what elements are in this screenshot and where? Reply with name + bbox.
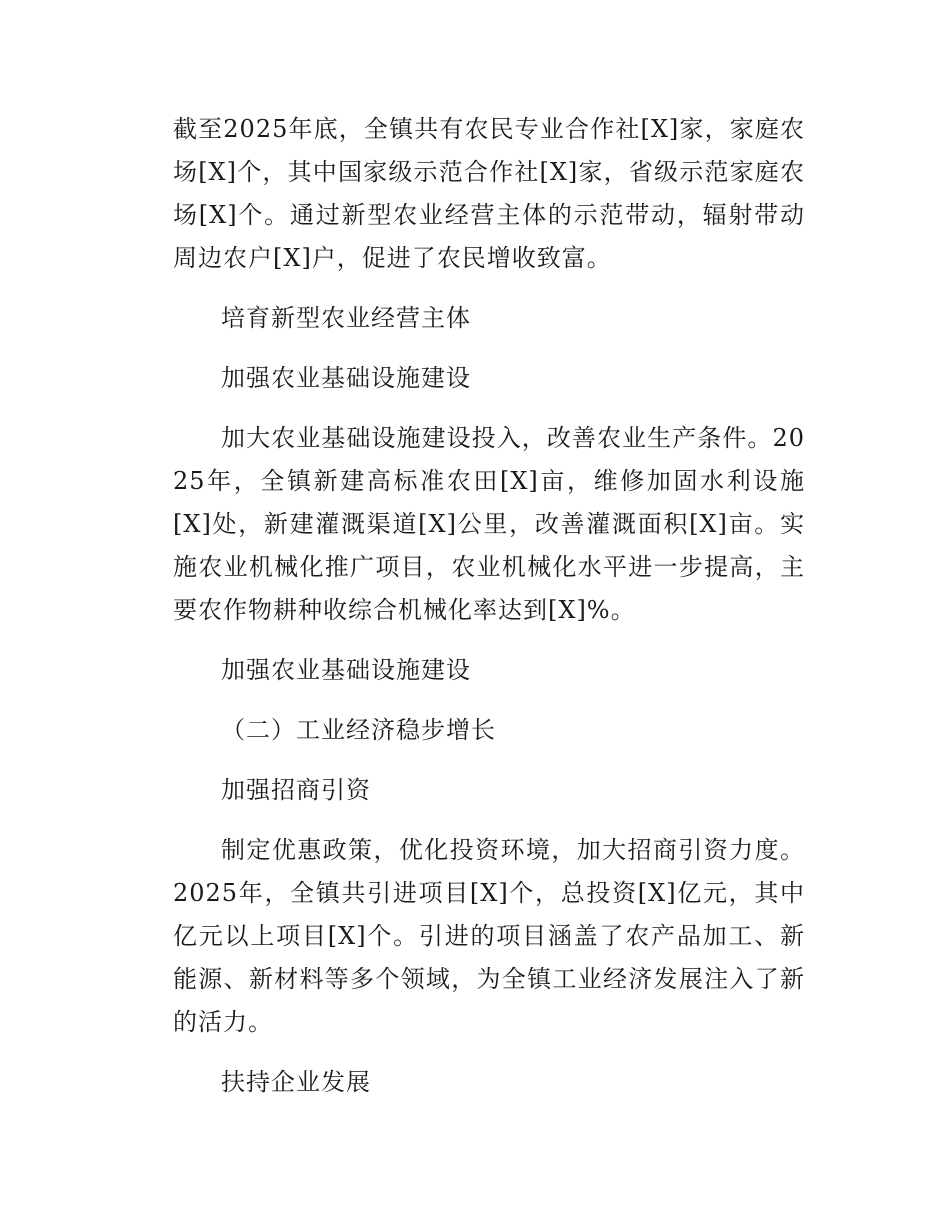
heading-cultivate-new-agri-entities: 培育新型农业经营主体: [221, 304, 471, 332]
heading-investment-attraction: 加强招商引资: [221, 776, 371, 804]
heading-support-enterprises: 扶持企业发展: [221, 1068, 371, 1096]
paragraph-gap: [173, 812, 805, 829]
paragraph-gap: [173, 692, 805, 709]
paragraph-gap: [173, 752, 805, 769]
paragraph-agri-infrastructure-investment: 加大农业基础设施建设投入，改善农业生产条件。2025年，全镇新建高标准农田[X]亩，维修加固水利设施[X]处，新建灌溉渠道[X]公里，改善灌溉面积[X]亩。实施农业机械化推广项目，农业机械化水平进一步提高，主要农作物耕种收综合机械化率达到[X]%。: [173, 424, 805, 624]
heading-agri-infrastructure-repeat: 加强农业基础设施建设: [221, 656, 471, 684]
paragraph-gap: [173, 1044, 805, 1061]
paragraph-gap: [173, 280, 805, 297]
paragraph-gap: [173, 632, 805, 649]
heading-agri-infrastructure: 加强农业基础设施建设: [221, 364, 471, 392]
paragraph-gap: [173, 400, 805, 417]
heading-industrial-economy: （二）工业经济稳步增长: [221, 716, 496, 744]
paragraph-cooperatives-summary: 截至2025年底，全镇共有农民专业合作社[X]家，家庭农场[X]个，其中国家级示范合作社[X]家，省级示范家庭农场[X]个。通过新型农业经营主体的示范带动，辐射带动周边农户[X]户，促进了农民增收致富。: [173, 115, 805, 272]
document-body: [173, 108, 805, 1104]
paragraph-investment-policy: 制定优惠政策，优化投资环境，加大招商引资力度。2025年，全镇共引进项目[X]个，总投资[X]亿元，其中亿元以上项目[X]个。引进的项目涵盖了农产品加工、新能源、新材料等多个领域，为全镇工业经济发展注入了新的活力。: [173, 836, 805, 1036]
paragraph-gap: [173, 340, 805, 357]
